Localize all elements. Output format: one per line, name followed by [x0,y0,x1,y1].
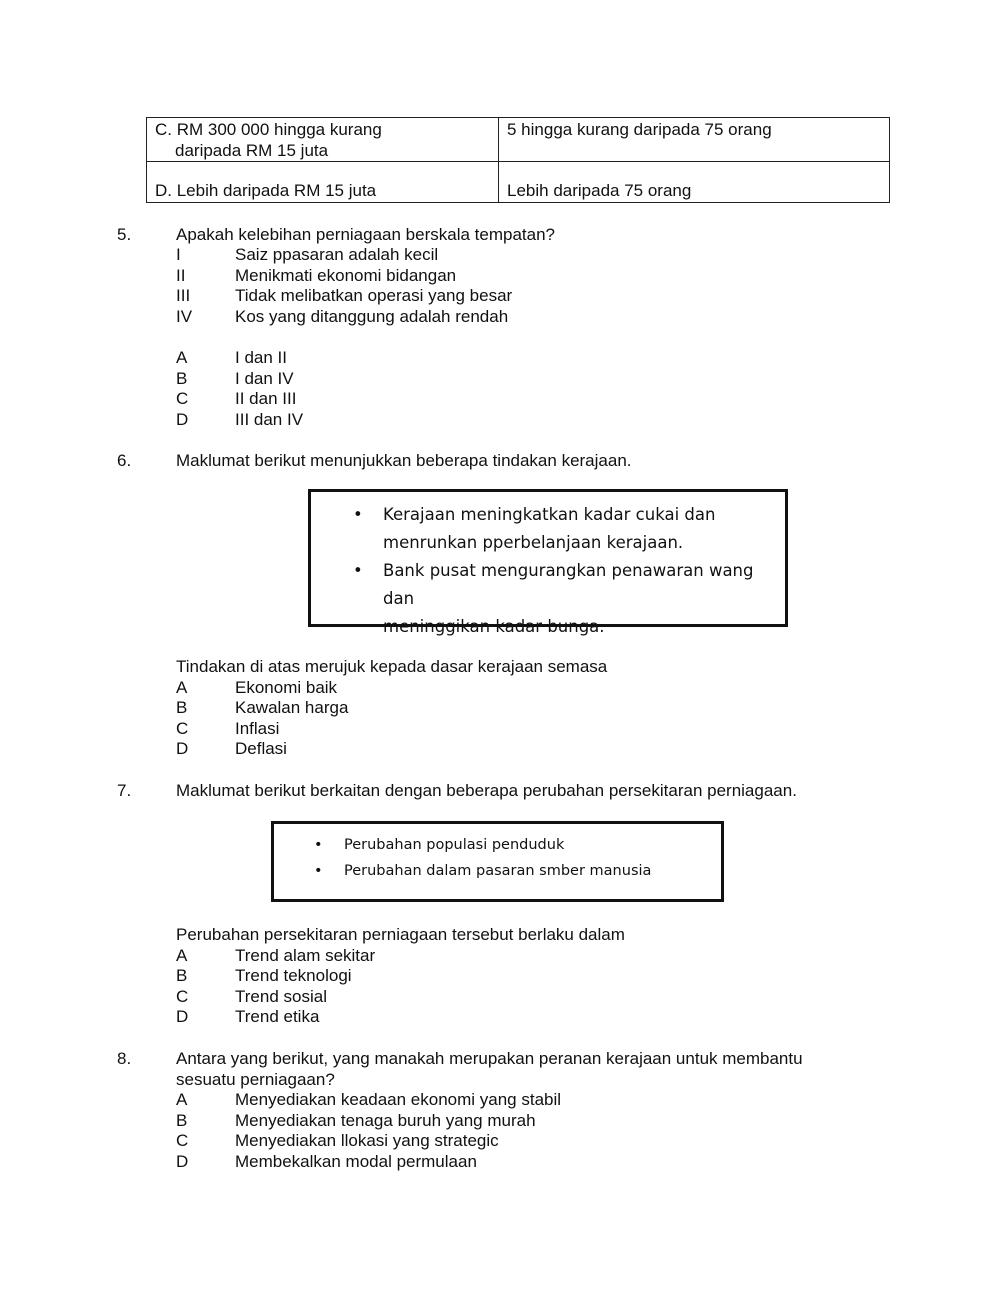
option-key: C [176,1131,189,1150]
question-text: Maklumat berikut berkaitan dengan beberapa perubahan persekitaran perniagaan. [176,781,797,800]
option-text: Ekonomi baik [235,677,338,697]
option-item[interactable] [176,1111,536,1132]
bullet-text: Kerajaan meningkatkan kadar cukai dan [383,505,716,524]
option-key: A [176,945,188,965]
cell-text: C. RM 300 000 hingga kurang [155,120,382,139]
option-item[interactable] [176,987,327,1008]
option-item[interactable] [176,1152,477,1173]
option-key: C [176,718,189,738]
statement-text: Tidak melibatkan operasi yang besar [235,286,513,305]
option-text: III dan IV [235,409,304,429]
statement-key: III [176,286,191,305]
bullet-icon: • [314,863,323,879]
question-stem: Tindakan di atas merujuk kepada dasar kerajaan semasa [176,657,608,676]
option-text: Deflasi [235,739,287,758]
statement-item [176,286,512,307]
question-number: 8. [117,1049,132,1068]
table-cell [147,162,499,203]
option-text: Kawalan harga [235,698,349,717]
statement-text: Menikmati ekonomi bidangan [235,265,457,285]
bullet-text: Perubahan dalam pasaran smber manusia [344,863,652,879]
option-key: B [176,966,188,985]
option-item[interactable] [176,348,287,369]
option-item[interactable] [176,698,348,719]
option-item[interactable] [176,410,303,431]
option-key: C [176,389,189,408]
cell-text: D. Lebih daripada RM 15 juta [155,180,377,200]
option-text: Menyediakan llokasi yang strategic [235,1131,499,1150]
option-key: D [176,1151,189,1171]
info-box [308,489,788,636]
statement-text: Saiz ppasaran adalah kecil [235,245,439,264]
bullet-text: Bank pusat mengurangkan penawaran wang dan [383,561,754,608]
option-item[interactable] [176,739,287,760]
option-text: Trend teknologi [235,966,352,985]
option-key: A [176,1090,188,1109]
option-text: I dan IV [235,368,294,388]
option-key: D [176,1007,189,1026]
question-text-line: sesuatu perniagaan? [176,1069,335,1089]
option-item[interactable] [176,1090,561,1111]
statement-key: I [176,245,181,264]
option-key: D [176,739,189,758]
option-item[interactable] [176,1131,499,1152]
option-item[interactable] [176,966,352,987]
option-key: B [176,368,188,388]
option-item[interactable] [176,946,375,967]
option-text: Trend sosial [235,986,327,1006]
info-box [271,821,724,902]
table-cell: 5 hingga kurang daripada 75 orang [499,118,890,162]
answer-table [146,117,890,203]
question-number: 5. [117,225,132,244]
option-item[interactable] [176,369,294,390]
option-key: D [176,409,189,429]
option-key: B [176,698,188,717]
bullet-text: menrunkan pperbelanjaan kerajaan. [383,533,684,552]
option-key: B [176,1110,188,1130]
question-stem: Perubahan persekitaran perniagaan tersebut berlaku dalam [176,925,625,944]
option-text: II dan III [235,389,297,408]
option-text: Menyediakan tenaga buruh yang murah [235,1110,536,1130]
bullet-item [353,557,773,641]
bullet-item [314,858,714,884]
bullet-item [314,832,714,858]
table-cell: Lebih daripada 75 orang [499,162,890,203]
option-item[interactable] [176,719,279,740]
option-text: Menyediakan keadaan ekonomi yang stabil [235,1090,562,1109]
option-text: Trend alam sekitar [235,945,376,965]
option-text: Inflasi [235,718,280,738]
cell-text: daripada RM 15 juta [175,140,329,160]
option-key: A [176,677,188,697]
bullet-text: Perubahan populasi penduduk [344,837,565,853]
statement-item [176,266,456,287]
option-key: C [176,986,189,1006]
option-item[interactable] [176,389,296,410]
bullet-text: meninggikan kadar bunga. [383,617,605,636]
question-text: Apakah kelebihan perniagaan berskala tempatan? [176,225,555,244]
question-number: 7. [117,781,132,800]
statement-item [176,307,508,328]
question-number: 6. [117,451,132,470]
question-text-line: Antara yang berikut, yang manakah merupakan peranan kerajaan untuk membantu [176,1049,803,1068]
option-text: I dan II [235,348,287,367]
option-text: Trend etika [235,1007,320,1026]
bullet-icon: • [353,505,363,524]
bullet-item [353,501,773,557]
bullet-icon: • [314,837,323,853]
option-text: Membekalkan modal permulaan [235,1151,477,1171]
option-item[interactable] [176,1007,319,1028]
statement-item [176,245,438,266]
option-item[interactable] [176,678,337,699]
table-row [147,118,890,162]
question-text: Maklumat berikut menunjukkan beberapa tindakan kerajaan. [176,451,632,470]
option-key: A [176,348,188,367]
statement-text: Kos yang ditanggung adalah rendah [235,306,509,326]
statement-key: II [176,265,186,285]
table-cell [147,118,499,162]
table-row [147,162,890,203]
question-text [176,1049,856,1090]
statement-key: IV [176,306,193,326]
bullet-icon: • [353,561,363,580]
